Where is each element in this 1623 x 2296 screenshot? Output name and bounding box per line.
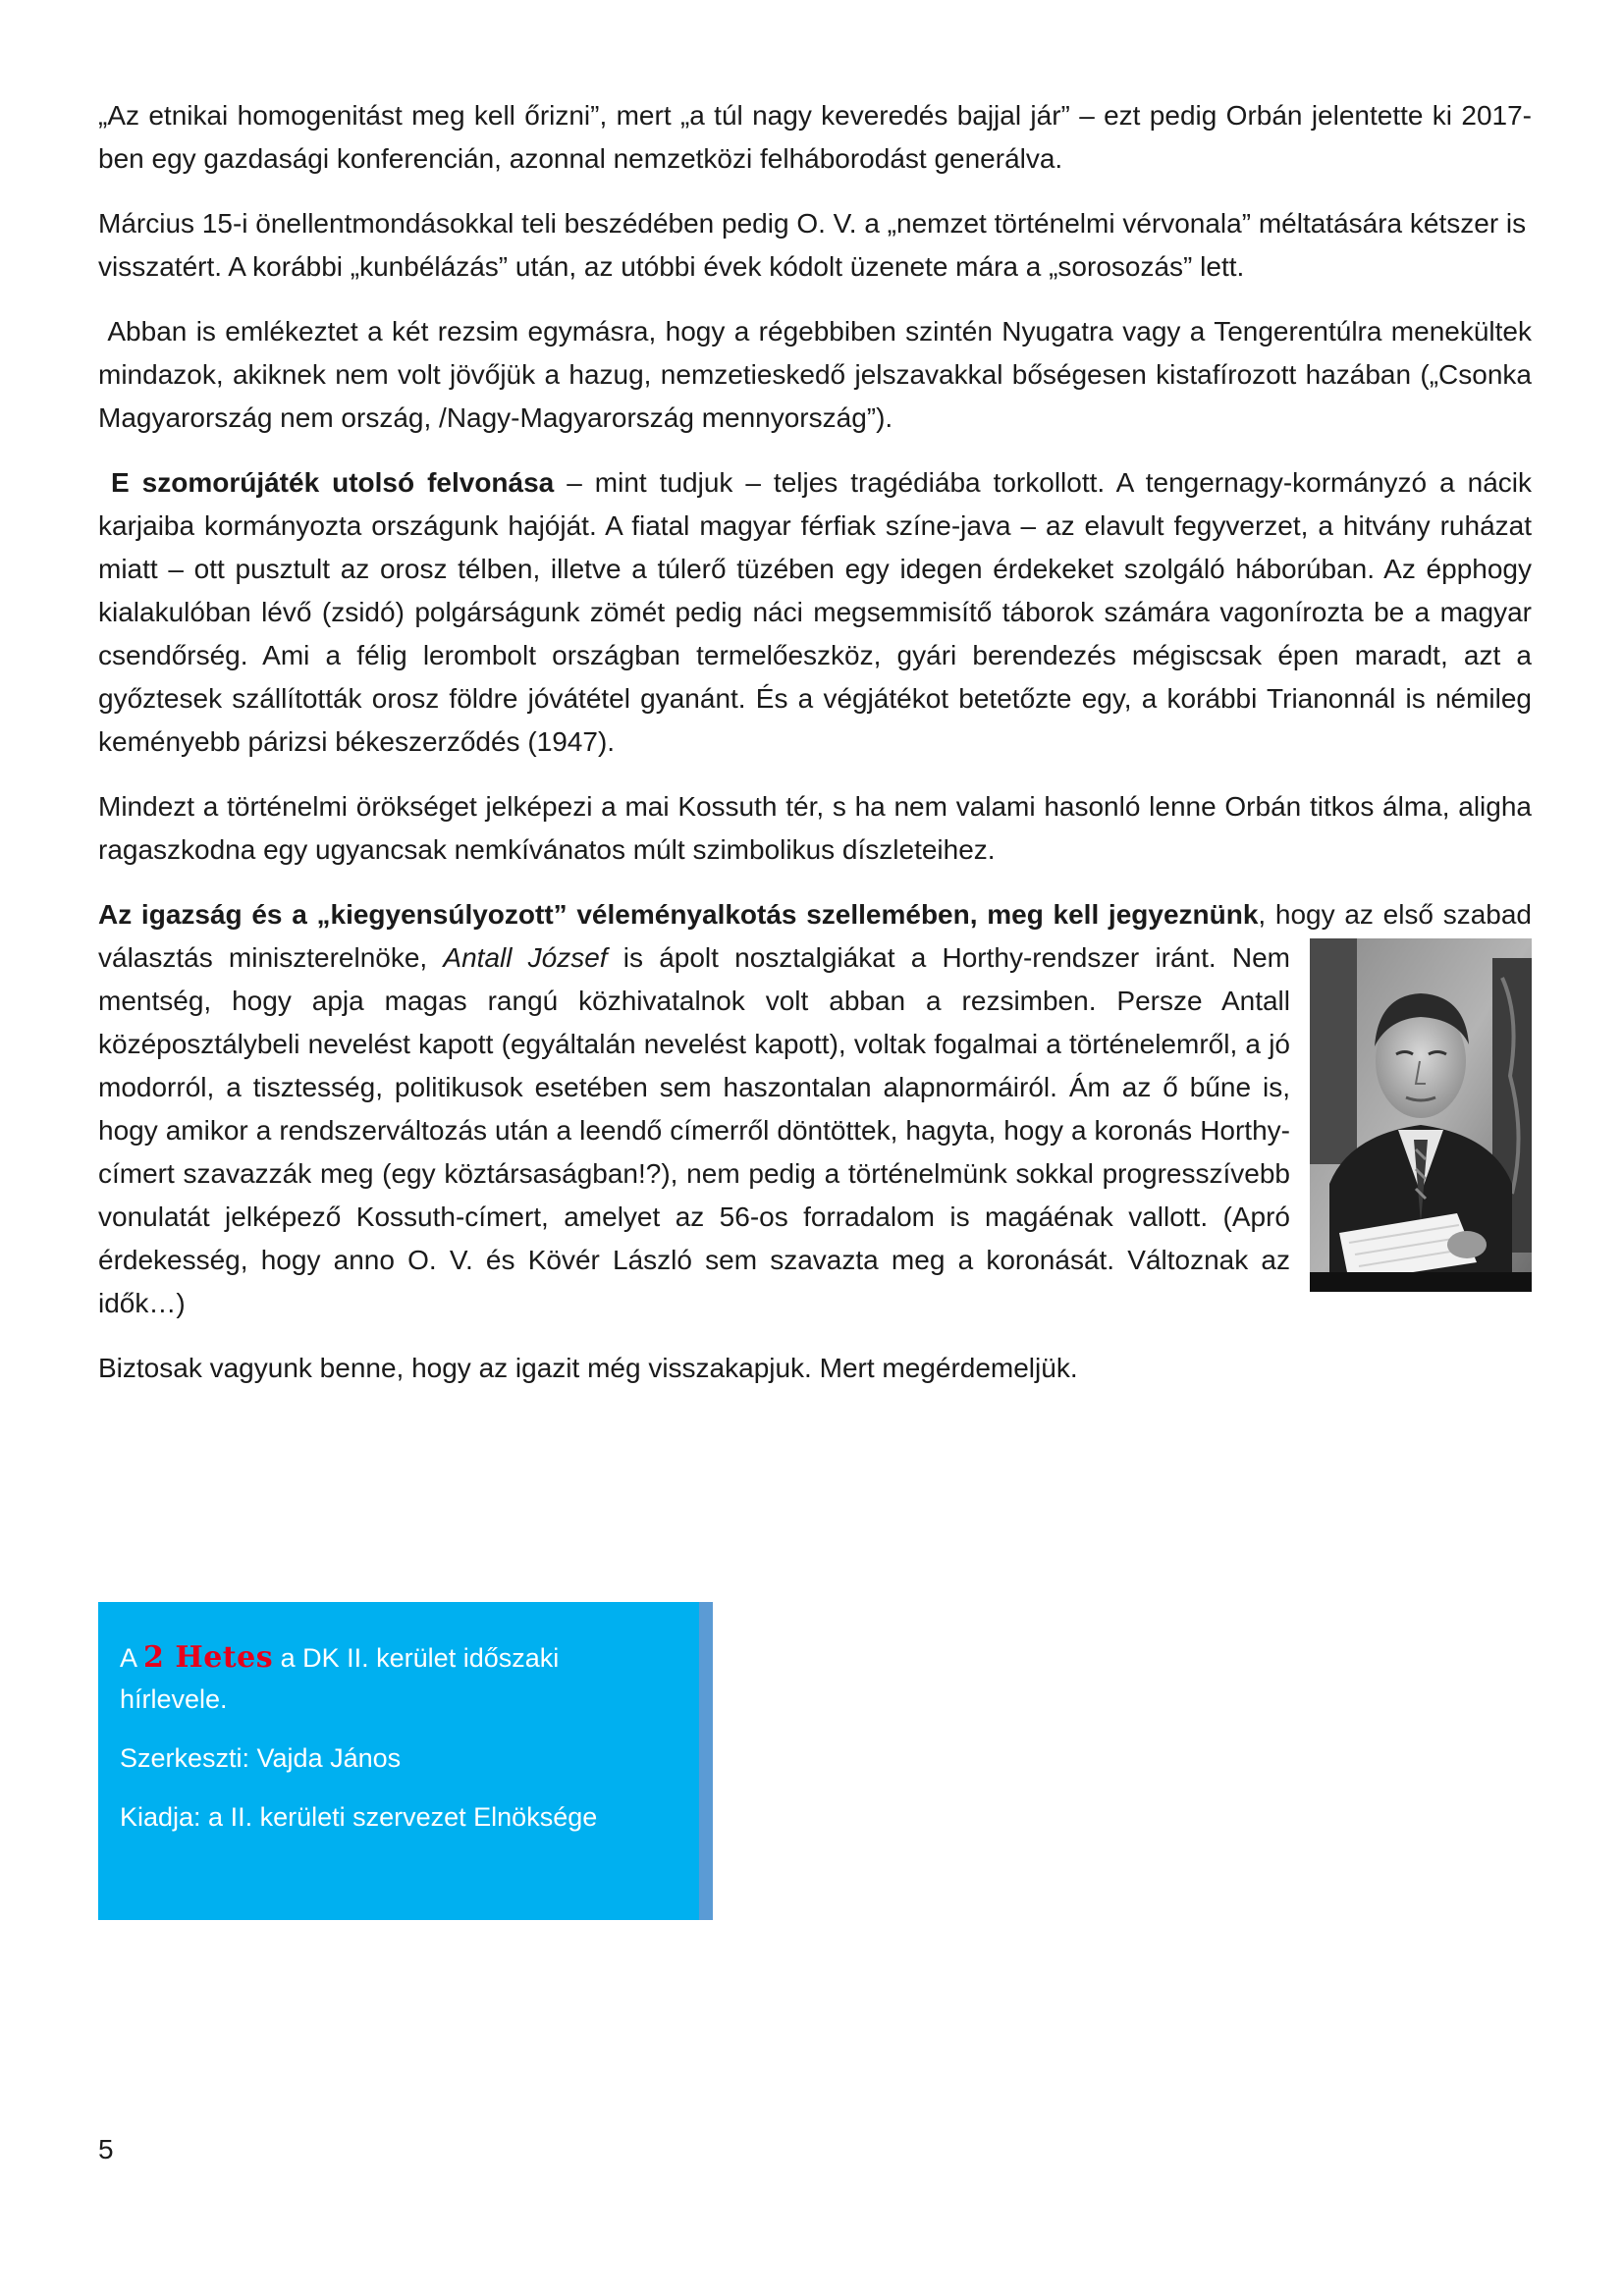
paragraph-6-bold-lead: Az igazság és a „kiegyensúlyozott” véleményalkotás szellemében, meg kell jegyeznünk [98,899,1259,930]
paragraph-5 [98,785,1532,872]
newsletter-description [120,1637,670,1720]
paragraph-4 [98,461,1532,764]
newsletter-prefix: A [120,1643,144,1673]
newsletter-info-box [98,1602,713,1920]
paragraph-6-text-b: is ápolt nosztalgiákat a Horthy-rendszer iránt. Nem mentség, hogy apja magas rangú közhivatalnok volt abban a rezsimben. Persze Antall középosztálybeli nevelést kapott (egyáltalán nevelést kapott), voltak fogalmai a történelemről, a jó modorról, a tisztesség, politikusok esetében sem haszontalan alapnormáiról. Ám az ő bűne is, hogy amikor a rendszerváltozás után a leendő címerről döntöttek, hagyta, hogy a koronás Horthy-címert szavazzák meg (egy köztársaságban!?), nem pedig a történelmünk sokkal progresszívebb vonulatát jelképező Kossuth-címert, amelyet az 56-os forradalom is magáénak vallott. (Apró érdekesség, hogy anno O. V. és Kövér László sem szavazta meg a koronását. Változnak az idők…) [98,942,1291,1318]
newsletter-publisher: Kiadja: a II. kerületi szervezet Elnöksége [120,1802,598,1832]
paragraph-7 [98,1347,1532,1390]
paragraph-6-text-a: , hogy az első szabad választás miniszterelnöke, [98,899,1532,973]
paragraph-3-text: Abban is emlékeztet a két rezsim egymásra, hogy a régebbiben szintén Nyugatra vagy a Tengerentúlra menekültek mindazok, akiknek nem volt jövőjük a hazug, nemzetieskedő jelszavakkal bőségesen kistafírozott hazában („Csonka Magyarország nem ország, /Nagy-Magyarország mennyország”). [98,316,1532,433]
paragraph-4-bold-lead: E szomorújáték utolsó felvonása [110,467,555,498]
newsletter-brand-name: 2 Hetes [143,1640,274,1675]
newsletter-suffix: a DK II. kerület időszaki hírlevele. [120,1643,560,1714]
paragraph-2-text: Március 15-i önellentmondásokkal teli beszédében pedig O. V. a „nemzet történelmi vérvonala” méltatására kétszer is visszatért. A korábbi „kunbélázás” után, az utóbbi évek kódolt üzenete mára a „sorosozás” lett. [98,208,1527,282]
newsletter-editor: Szerkeszti: Vajda János [120,1743,402,1773]
paragraph-3 [98,310,1532,440]
paragraph-6 [98,893,1532,1325]
paragraph-6-italic-name: Antall József [443,942,608,973]
paragraph-2 [98,202,1532,289]
paragraph-4-text: – mint tudjuk – teljes tragédiába torkollott. A tengernagy-kormányzó a nácik karjaiba kormányozta országunk hajóját. A fiatal magyar férfiak színe-java – az elavult fegyverzet, a hitvány ruházat miatt – ott pusztult az orosz télben, illetve a túlerő tüzében egy idegen érdekeket szolgáló háborúban. Az épphogy kialakulóban lévő (zsidó) polgárságunk zömét pedig náci megsemmisítő táborok számára vagonírozta be a magyar csendőrség. Ami a félig lerombolt országban termelőeszköz, gyári berendezés mégiscsak épen maradt, azt a győztesek szállították orosz földre jóvátétel gyanánt. És a végjátékot betetőzte egy, a korábbi Trianonnál is némileg keményebb párizsi békeszerződés (1947). [98,467,1532,757]
paragraph-7-text: Biztosak vagyunk benne, hogy az igazit még visszakapjuk. Mert megérdemeljük. [98,1353,1078,1383]
portrait-illustration [1310,938,1532,1292]
paragraph-5-text: Mindezt a történelmi örökséget jelképezi a mai Kossuth tér, s ha nem valami hasonló lenne Orbán titkos álma, aligha ragaszkodna egy ugyancsak nemkívánatos múlt szimbolikus díszleteihez. [98,791,1532,865]
paragraph-1-text: „Az etnikai homogenitást meg kell őrizni”, mert „a túl nagy keveredés bajjal jár” – ezt pedig Orbán jelentette ki 2017-ben egy gazdasági konferencián, azonnal nemzetközi felháborodást generálva. [98,100,1532,174]
article-body [98,94,1532,1412]
paragraph-1 [98,94,1532,181]
page-number: 5 [98,2134,114,2164]
newsletter-info-content [120,1637,670,1855]
portrait-photo [1310,938,1532,1292]
